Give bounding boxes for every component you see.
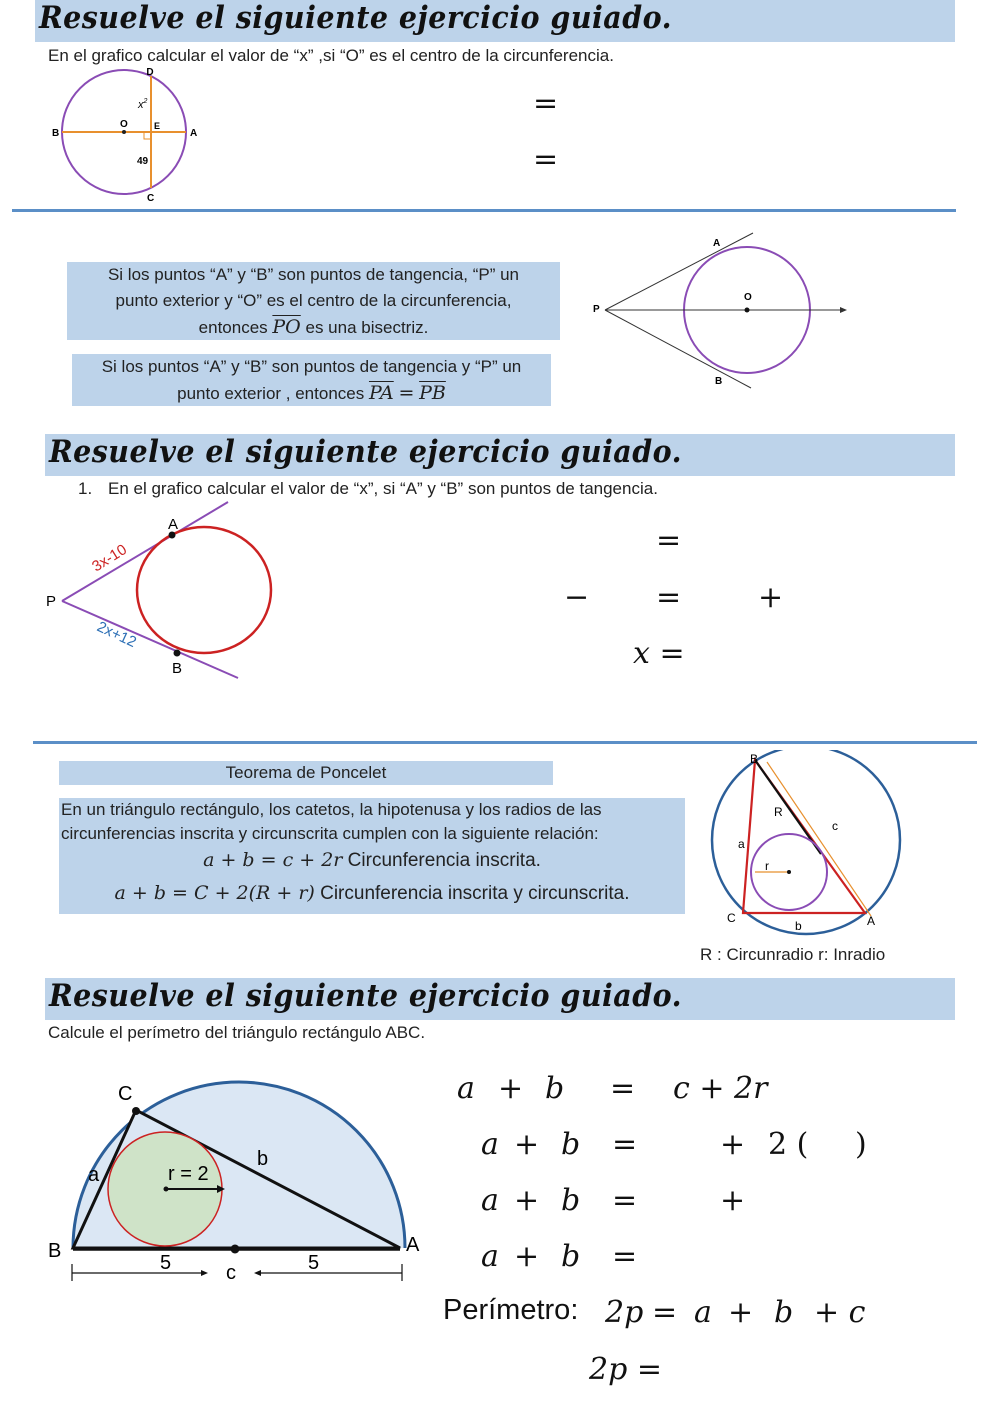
tangent-PB [62, 601, 238, 678]
section2-number: 1. [78, 479, 93, 498]
row1-plus: + [498, 1071, 524, 1106]
label-A: A [168, 516, 179, 533]
poncelet-line2: circunferencias inscrita y circunscrita cumplen con la siguiente relación: [61, 824, 599, 843]
poncelet-caption: R : Circunradio r: Inradio [700, 945, 886, 964]
label-B: B [172, 660, 183, 677]
figure-semicircle-triangle [40, 1065, 430, 1290]
label-r: r = 2 [168, 1163, 209, 1185]
poncelet-formula2-row [59, 875, 685, 912]
label-C: C [147, 193, 155, 204]
figure-tangents-exercise [40, 498, 300, 688]
perimeter-rhs-b: b [774, 1295, 794, 1330]
row1-a: a [457, 1071, 475, 1106]
row3-a: a [481, 1183, 499, 1218]
segment-PO: $\overline{PO}$ [272, 316, 301, 338]
center-point-O [745, 308, 750, 313]
section2-header-text: Resuelve el siguiente ejercicio guiado. [49, 434, 683, 470]
theorem2-line2-pre: punto exterior , entonces [177, 384, 365, 403]
theorem1-line1: Si los puntos “A” y “B” son puntos de tangencia, “P” un [107, 265, 520, 284]
row3-plus: + [514, 1183, 540, 1218]
section3-header [45, 978, 955, 1020]
theorem2-line1: Si los puntos “A” y “B” son puntos de tangencia y “P” un [101, 357, 522, 376]
label-O: O [744, 292, 752, 303]
label-B: B [52, 128, 60, 139]
row3-eq: = [612, 1183, 638, 1218]
section1-header-text: Resuelve el siguiente ejercicio guiado. [39, 0, 673, 36]
perimeter-rhs-a: a [694, 1295, 712, 1330]
poncelet-formula2-text: Circunferencia inscrita y circunscrita. [320, 883, 630, 904]
theorem1-line3 [67, 314, 560, 341]
center-point [122, 130, 126, 134]
tangent-circle-red [137, 527, 271, 653]
section1-eq1: = [533, 86, 559, 121]
label-A: A [406, 1234, 420, 1256]
dim-right-arrow [254, 1270, 261, 1276]
label-five-left: 5 [160, 1252, 172, 1274]
poncelet-box [59, 798, 685, 914]
poncelet-title-box [59, 761, 553, 785]
row2-eq: = [612, 1127, 638, 1162]
label-B: B [715, 376, 723, 387]
theorem1-line3-pre: entonces [198, 318, 268, 337]
section2-header [45, 434, 955, 476]
figure-chord-circle [40, 64, 220, 206]
hypotenuse-parallel [767, 762, 871, 916]
row2-plus: + [514, 1127, 540, 1162]
section2-eq2-plus: + [758, 580, 784, 615]
theorem2-eq: = [398, 382, 415, 404]
row4-a: a [481, 1239, 499, 1274]
label-P: P [593, 304, 600, 315]
theorem2-box [72, 354, 551, 406]
final-equation: 2p = [589, 1352, 662, 1387]
label-B: B [750, 752, 759, 766]
poncelet-formula1-row [59, 846, 685, 875]
section2-eq2-eq: = [656, 580, 682, 615]
section2-eq1: = [656, 523, 682, 558]
section3-header-text: Resuelve el siguiente ejercicio guiado. [49, 978, 683, 1014]
row3-plus2: + [720, 1183, 746, 1218]
label-b: b [795, 919, 802, 933]
row4-eq: = [612, 1239, 638, 1274]
label-upper-length: 3x-10 [89, 541, 130, 576]
label-D: D [146, 67, 154, 78]
label-R: R [774, 805, 783, 819]
dim-left-arrow [201, 1270, 208, 1276]
section3-instruction: Calcule el perímetro del triángulo rectángulo ABC. [48, 1023, 426, 1042]
theorem1-line3-post: es una bisectriz. [305, 318, 429, 337]
divider-1 [12, 209, 956, 212]
label-a: a [738, 837, 745, 851]
tangent-lower [605, 310, 751, 388]
right-angle-mark [144, 132, 151, 139]
row3-b: b [561, 1183, 581, 1218]
row1-rhs: c + 2r [673, 1071, 768, 1106]
label-b: b [257, 1148, 269, 1170]
figure-tangent-lines [585, 230, 865, 400]
point-C [132, 1107, 140, 1115]
figure-poncelet [705, 750, 910, 940]
label-r: r [765, 859, 769, 873]
incenter-point [787, 870, 791, 874]
poncelet-formula1: a + b = c + 2r [203, 849, 343, 871]
perimeter-rhs-c: + c [814, 1295, 866, 1330]
perimeter-lhs: 2p [605, 1295, 644, 1330]
label-O: O [120, 119, 128, 130]
row4-b: b [561, 1239, 581, 1274]
section1-eq2: = [533, 142, 559, 177]
row4-plus: + [514, 1239, 540, 1274]
section1-instruction: En el grafico calcular el valor de “x” ,si “O” es el centro de la circunferencia. [48, 46, 614, 65]
section2-instruction: En el grafico calcular el valor de “x”, si “A” y “B” son puntos de tangencia. [108, 479, 658, 498]
section1-header [35, 0, 955, 42]
label-B: B [48, 1240, 62, 1262]
perimeter-eq: = [652, 1295, 678, 1330]
row2-plus2: + [720, 1127, 746, 1162]
perimeter-rhs-plus1: + [728, 1295, 754, 1330]
theorem1-box [67, 262, 560, 340]
perimeter-label: Perímetro: [443, 1294, 579, 1326]
row2-a: a [481, 1127, 499, 1162]
section2-eq2-minus: − [564, 580, 590, 615]
label-a: a [88, 1164, 100, 1186]
segment-PB: $\overline{PB}$ [419, 382, 446, 404]
row1-eq: = [610, 1071, 636, 1106]
row2-b: b [561, 1127, 581, 1162]
theorem1-line2: punto exterior y “O” es el centro de la circunferencia, [115, 291, 512, 310]
label-lower-length: 2x+12 [94, 618, 139, 652]
label-P: P [46, 593, 57, 610]
label-c: c [226, 1262, 236, 1284]
axis-arrowhead [840, 307, 847, 313]
poncelet-line1: En un triángulo rectángulo, los catetos, la hipotenusa y los radios de las [61, 800, 602, 819]
label-five-right: 5 [308, 1252, 320, 1274]
label-A: A [190, 128, 198, 139]
row2-two: 2 ( [768, 1127, 809, 1162]
section2-eq3: x = [633, 636, 685, 671]
poncelet-title: Teorema de Poncelet [225, 763, 387, 782]
poncelet-formula1-text: Circunferencia inscrita. [347, 850, 541, 871]
point-B [174, 650, 181, 657]
label-A: A [713, 238, 721, 249]
tangent-upper [605, 233, 753, 310]
segment-PA: $\overline{PA}$ [368, 382, 394, 404]
label-A: A [867, 914, 876, 928]
poncelet-formula2: a + b = C + 2(R + r) [114, 882, 315, 904]
label-x-squared: $x^2$ [138, 98, 148, 111]
theorem2-line2 [72, 380, 551, 407]
tangent-PA [62, 502, 228, 601]
label-E: E [154, 121, 161, 131]
divider-2 [33, 741, 977, 744]
label-C: C [727, 911, 736, 925]
row1-b: b [545, 1071, 565, 1106]
label-c: c [832, 819, 838, 833]
label-C: C [118, 1083, 133, 1105]
row2-close: ) [855, 1127, 867, 1162]
label-49: 49 [137, 156, 149, 167]
